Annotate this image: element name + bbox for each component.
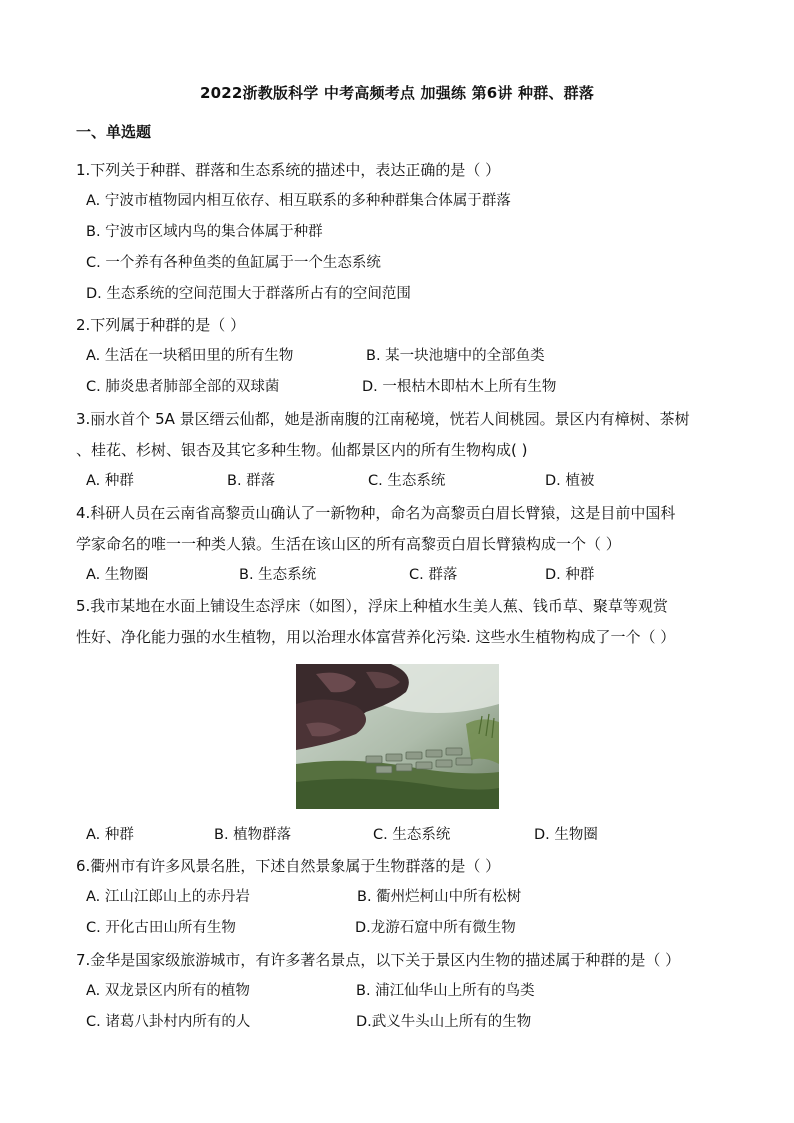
question-3-option-b: B. 群落 <box>227 473 276 489</box>
question-7-option-d: D.武义牛头山上所有的生物 <box>356 1014 532 1030</box>
question-1-option-b: B. 宁波市区域内鸟的集合体属于种群 <box>86 224 323 240</box>
question-6-option-b: B. 衢州烂柯山中所有松树 <box>357 889 522 905</box>
question-3-option-d: D. 植被 <box>545 473 595 489</box>
question-4-option-d: D. 种群 <box>545 567 595 583</box>
question-1-option-a: A. 宁波市植物园内相互依存、相互联系的多种种群集合体属于群落 <box>86 193 511 209</box>
question-4-stem-line-1: 4.科研人员在云南省高黎贡山确认了一新物种，命名为高黎贡白眉长臂猿，这是目前中国科 <box>76 504 676 522</box>
question-5-stem-line-1: 5.我市某地在水面上铺设生态浮床（如图），浮床上种植水生美人蕉、钱币草、聚草等观赏 <box>76 597 668 615</box>
question-4-option-b: B. 生态系统 <box>239 567 317 583</box>
question-4-option-c: C. 群落 <box>409 567 458 583</box>
question-2-option-d: D. 一根枯木即枯木上所有生物 <box>362 379 557 395</box>
question-7-option-c: C. 诸葛八卦村内所有的人 <box>86 1014 251 1030</box>
question-3-stem-line-2: 、桂花、杉树、银杏及其它多种生物。仙都景区内的所有生物构成( ) <box>76 441 528 459</box>
question-2-stem: 2.下列属于种群的是（ ） <box>76 316 246 334</box>
ecological-floating-bed-photo <box>296 664 499 809</box>
question-7-option-b: B. 浦江仙华山上所有的鸟类 <box>356 983 535 999</box>
question-6-option-a: A. 江山江郎山上的赤丹岩 <box>86 889 250 905</box>
document-title: 2022浙教版科学 中考高频考点 加强练 第6讲 种群、群落 <box>199 84 595 102</box>
question-4-stem-line-2: 学家命名的唯一一种类人猿。生活在该山区的所有高黎贡白眉长臂猿构成一个（ ） <box>76 535 621 553</box>
question-6-stem: 6.衢州市有许多风景名胜，下述自然景象属于生物群落的是（ ） <box>76 857 501 875</box>
question-3-stem-line-1: 3.丽水首个 5A 景区缙云仙都，她是浙南腹的江南秘境，恍若人间桃园。景区内有樟树、茶树 <box>76 410 690 428</box>
question-6-option-d: D.龙游石窟中所有微生物 <box>355 920 516 936</box>
question-1-option-d: D. 生态系统的空间范围大于群落所占有的空间范围 <box>86 286 411 302</box>
section-heading: 一、单选题 <box>76 123 152 141</box>
question-5-option-c: C. 生态系统 <box>373 827 451 843</box>
question-7-stem: 7.金华是国家级旅游城市，有许多著名景点，以下关于景区内生物的描述属于种群的是（ ） <box>76 951 681 969</box>
question-3-option-c: C. 生态系统 <box>368 473 446 489</box>
question-2-option-a: A. 生活在一块稻田里的所有生物 <box>86 348 294 364</box>
question-1-stem: 1.下列关于种群、群落和生态系统的描述中，表达正确的是（ ） <box>76 161 501 179</box>
question-5-stem-line-2: 性好、净化能力强的水生植物，用以治理水体富营养化污染. 这些水生植物构成了一个（ ） <box>76 628 676 646</box>
question-7-option-a: A. 双龙景区内所有的植物 <box>86 983 250 999</box>
question-6-option-c: C. 开化古田山所有生物 <box>86 920 236 936</box>
question-2-option-b: B. 某一块池塘中的全部鱼类 <box>366 348 545 364</box>
question-2-option-c: C. 肺炎患者肺部全部的双球菌 <box>86 379 280 395</box>
question-4-option-a: A. 生物圈 <box>86 567 149 583</box>
question-5-option-a: A. 种群 <box>86 827 134 843</box>
question-5-option-d: D. 生物圈 <box>534 827 598 843</box>
question-3-option-a: A. 种群 <box>86 473 134 489</box>
question-5-option-b: B. 植物群落 <box>214 827 292 843</box>
question-1-option-c: C. 一个养有各种鱼类的鱼缸属于一个生态系统 <box>86 255 381 271</box>
